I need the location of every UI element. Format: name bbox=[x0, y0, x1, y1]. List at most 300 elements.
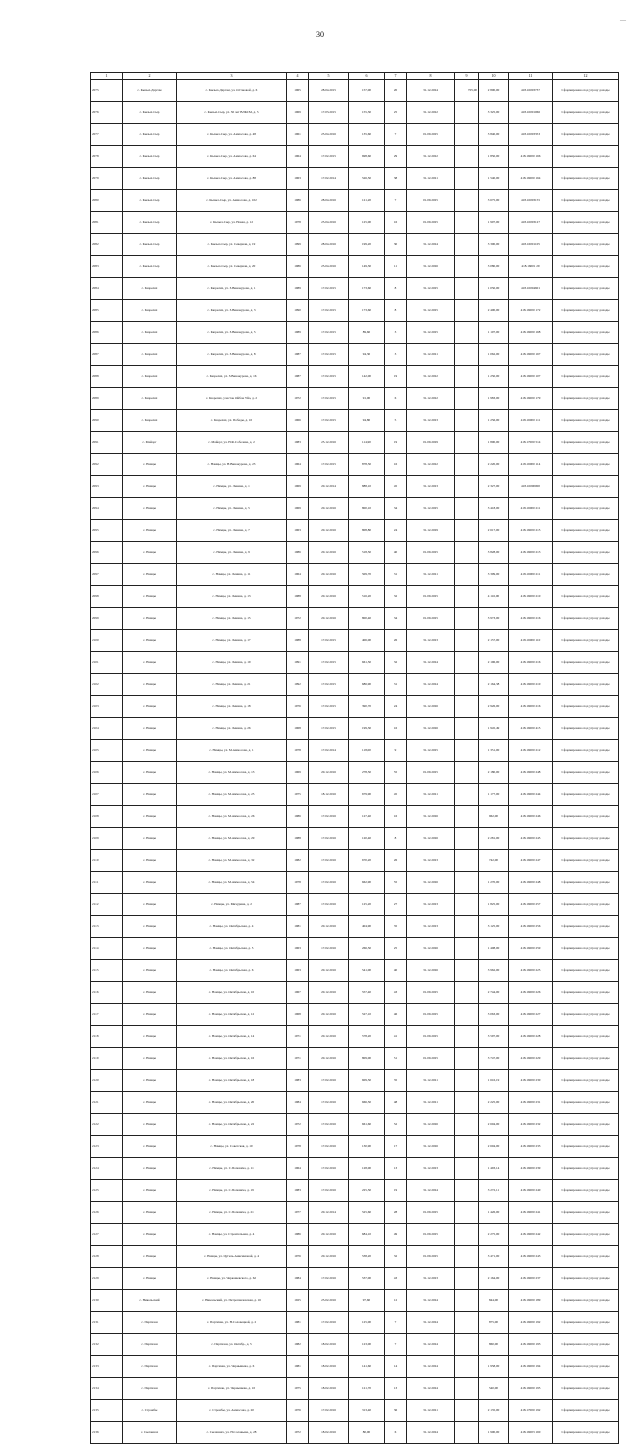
status-note-cell: Сформировано под угрозу доходы bbox=[553, 366, 619, 388]
residents-count-cell: 7 bbox=[385, 1312, 407, 1334]
plan-date-cell: 31.12.2024 bbox=[407, 1290, 455, 1312]
settlement-cell: с. Намцы bbox=[123, 564, 177, 586]
address-cell: с. Намцы, ул. Октябрьская, д. 14 bbox=[177, 1026, 287, 1048]
record-number-cell: 2092 bbox=[91, 454, 123, 476]
cadastral-code-cell: 418.16000 111 bbox=[509, 410, 553, 432]
total-area-cell: 538,20 bbox=[349, 1246, 385, 1268]
address-cell: с. Намцы, ул. Октябрьская, д. 18 bbox=[177, 1070, 287, 1092]
cost-value-cell bbox=[455, 190, 479, 212]
cost-value-cell bbox=[455, 1136, 479, 1158]
cadastral-code-cell: 418.16000 248 bbox=[509, 762, 553, 784]
total-area-cell: 121,70 bbox=[349, 1378, 385, 1400]
cost-value-cell bbox=[455, 916, 479, 938]
record-number-cell: 2127 bbox=[91, 1224, 123, 1246]
plan-date-cell: 01.09.2025 bbox=[407, 1202, 455, 1224]
plan-date-cell: 31.12.2026 bbox=[407, 960, 455, 982]
residents-count-cell: 35 bbox=[385, 1070, 407, 1092]
cost-value-cell bbox=[455, 1092, 479, 1114]
table-row bbox=[91, 740, 619, 762]
cost-per-unit-cell: 2 926,00 bbox=[479, 696, 509, 718]
plan-date-cell: 31.12.2024 bbox=[407, 1422, 455, 1444]
address-cell: с. Намцы, ул. Октябрьская, д. 20 bbox=[177, 1092, 287, 1114]
inclusion-date-cell: 17.02.2015 bbox=[309, 674, 349, 696]
cadastral-code-cell: 418.16000 216 bbox=[509, 652, 553, 674]
cadastral-code-cell: 418.16001066 bbox=[509, 102, 553, 124]
residents-count-cell: 13 bbox=[385, 1158, 407, 1180]
plan-date-cell: 31.12.2029 bbox=[407, 520, 455, 542]
plan-date-cell: 31.12.2023 bbox=[407, 850, 455, 872]
settlement-cell: с. Намцы bbox=[123, 1114, 177, 1136]
total-area-cell: 666,50 bbox=[349, 1092, 385, 1114]
cost-value-cell bbox=[455, 234, 479, 256]
cadastral-code-cell: 418.16000 259 bbox=[509, 938, 553, 960]
inclusion-date-cell: 17.02.2015 bbox=[309, 278, 349, 300]
plan-date-cell: 31.12.2024 bbox=[407, 652, 455, 674]
cost-per-unit-cell: 1 907,00 bbox=[479, 212, 509, 234]
year-built-cell: 1978 bbox=[287, 740, 309, 762]
inclusion-date-cell: 20.12.2016 bbox=[309, 498, 349, 520]
residents-count-cell: 38 bbox=[385, 168, 407, 190]
table-row bbox=[91, 1070, 619, 1092]
year-built-cell: 1968 bbox=[287, 718, 309, 740]
address-cell: с. Кюрелях, ул. З.Винокурова, д. 1 bbox=[177, 278, 287, 300]
total-area-cell: 225,50 bbox=[349, 1180, 385, 1202]
cost-per-unit-cell: 2 327,00 bbox=[479, 476, 509, 498]
inclusion-date-cell: 17.02.2015 bbox=[309, 344, 349, 366]
inclusion-date-cell: 18.02.2016 bbox=[309, 1422, 349, 1444]
residents-count-cell: 45 bbox=[385, 784, 407, 806]
cadastral-code-cell: 418.16003 160 bbox=[509, 1422, 553, 1444]
inclusion-date-cell: 18.02.2016 bbox=[309, 1334, 349, 1356]
cost-per-unit-cell: 2 196,00 bbox=[479, 652, 509, 674]
cadastral-code-cell: 418.16001 29 bbox=[509, 256, 553, 278]
table-row bbox=[91, 102, 619, 124]
settlement-cell: с. Намцы bbox=[123, 498, 177, 520]
total-area-cell: 509,70 bbox=[349, 564, 385, 586]
address-cell: с. Кызыл-Сыр, ул. Аммосова, д. 64 bbox=[177, 146, 287, 168]
total-area-cell: 526,50 bbox=[349, 168, 385, 190]
residents-count-cell: 9 bbox=[385, 740, 407, 762]
total-area-cell: 525,60 bbox=[349, 1202, 385, 1224]
total-area-cell: 123,00 bbox=[349, 1334, 385, 1356]
residents-count-cell: 25 bbox=[385, 102, 407, 124]
column-number: 10 bbox=[479, 73, 509, 80]
status-note-cell: Сформировано под угрозу доходы bbox=[553, 1070, 619, 1092]
cost-value-cell bbox=[455, 454, 479, 476]
status-note-cell: Сформировано под угрозу доходы bbox=[553, 564, 619, 586]
plan-date-cell: 01.09.2029 bbox=[407, 432, 455, 454]
record-number-cell: 2076 bbox=[91, 102, 123, 124]
status-note-cell: Сформировано под угрозу доходы bbox=[553, 1378, 619, 1400]
year-built-cell: 1964 bbox=[287, 564, 309, 586]
table-row bbox=[91, 124, 619, 146]
address-cell: с. Партизан, ул. Октябр., д. 5 bbox=[177, 1334, 287, 1356]
residents-count-cell: 28 bbox=[385, 1202, 407, 1224]
inclusion-date-cell: 17.02.2015 bbox=[309, 630, 349, 652]
record-number-cell: 2101 bbox=[91, 652, 123, 674]
inclusion-date-cell: 17.02.2015 bbox=[309, 366, 349, 388]
record-number-cell: 2124 bbox=[91, 1158, 123, 1180]
table-row bbox=[91, 256, 619, 278]
column-number: 9 bbox=[455, 73, 479, 80]
cadastral-code-cell: 418.16000 242 bbox=[509, 1224, 553, 1246]
address-cell: с. Намцы, ул. Октябрьская, д. 12 bbox=[177, 1004, 287, 1026]
inclusion-date-cell: 17.02.2014 bbox=[309, 740, 349, 762]
column-number: 11 bbox=[509, 73, 553, 80]
address-cell: с. Намцы, ул. Ленина, д. 5 bbox=[177, 498, 287, 520]
residents-count-cell: 8 bbox=[385, 828, 407, 850]
cost-per-unit-cell: 1 900,00 bbox=[479, 1422, 509, 1444]
year-built-cell: 1976 bbox=[287, 696, 309, 718]
year-built-cell: 1988 bbox=[287, 828, 309, 850]
address-cell: с. Намцы, ул. Ленина, д. 7 bbox=[177, 520, 287, 542]
status-note-cell: Сформировано под угрозу доходы bbox=[553, 344, 619, 366]
year-built-cell: 1988 bbox=[287, 630, 309, 652]
cost-per-unit-cell: 3 418,00 bbox=[479, 498, 509, 520]
status-note-cell: Сформировано под угрозу доходы bbox=[553, 1422, 619, 1444]
table-row bbox=[91, 410, 619, 432]
table-row bbox=[91, 718, 619, 740]
cost-value-cell bbox=[455, 476, 479, 498]
address-cell: с. Намцы, ул. Мичурина, д. 2 bbox=[177, 894, 287, 916]
year-built-cell: 1968 bbox=[287, 1004, 309, 1026]
cadastral-code-cell: 418.16000 233 bbox=[509, 1136, 553, 1158]
table-row bbox=[91, 982, 619, 1004]
year-built-cell: 1976 bbox=[287, 1246, 309, 1268]
status-note-cell: Сформировано под угрозу доходы bbox=[553, 322, 619, 344]
inclusion-date-cell: 25.12.2016 bbox=[309, 432, 349, 454]
inclusion-date-cell: 17.02.2015 bbox=[309, 322, 349, 344]
residents-count-cell: 40 bbox=[385, 960, 407, 982]
plan-date-cell: 01.09.2025 bbox=[407, 1048, 455, 1070]
table-row bbox=[91, 938, 619, 960]
cost-value-cell bbox=[455, 806, 479, 828]
cost-value-cell bbox=[455, 1202, 479, 1224]
table-row bbox=[91, 1048, 619, 1070]
column-number: 4 bbox=[287, 73, 309, 80]
year-built-cell: 1969 bbox=[287, 102, 309, 124]
cost-per-unit-cell: 962,00 bbox=[479, 806, 509, 828]
cadastral-code-cell: 418.16003353 bbox=[509, 124, 553, 146]
column-number: 7 bbox=[385, 73, 407, 80]
total-area-cell: 128,00 bbox=[349, 1158, 385, 1180]
cadastral-code-cell: 418.16000 239 bbox=[509, 1158, 553, 1180]
settlement-cell: с. Намцы bbox=[123, 652, 177, 674]
total-area-cell: 97,60 bbox=[349, 1290, 385, 1312]
year-built-cell: 1986 bbox=[287, 542, 309, 564]
residents-count-cell: 30 bbox=[385, 234, 407, 256]
cadastral-code-cell: 418.16000 241 bbox=[509, 1202, 553, 1224]
residents-count-cell: 11 bbox=[385, 256, 407, 278]
address-cell: с. Намцы, ул. С.Поповича, д. 21 bbox=[177, 1202, 287, 1224]
status-note-cell: Сформировано под угрозу доходы bbox=[553, 168, 619, 190]
table-row bbox=[91, 1268, 619, 1290]
address-cell: с. Кюрелях, ул. З.Винокурова, д. 5 bbox=[177, 322, 287, 344]
cost-per-unit-cell: 1 540,00 bbox=[479, 168, 509, 190]
year-built-cell: 1986 bbox=[287, 256, 309, 278]
total-area-cell: 888,10 bbox=[349, 476, 385, 498]
inclusion-date-cell: 17.02.2016 bbox=[309, 938, 349, 960]
settlement-cell: с. Кызыл-Сыр bbox=[123, 146, 177, 168]
year-built-cell: 1987 bbox=[287, 344, 309, 366]
address-cell: с. Намцы, ул. Ленина, д. 17 bbox=[177, 630, 287, 652]
cadastral-code-cell: 418.16000 164 bbox=[509, 168, 553, 190]
table-row bbox=[91, 1092, 619, 1114]
status-note-cell: Сформировано под угрозу доходы bbox=[553, 894, 619, 916]
year-built-cell: 1972 bbox=[287, 1114, 309, 1136]
address-cell: с. Кюрелях, ул. Победы, д. 10 bbox=[177, 410, 287, 432]
settlement-cell: с. Майорг bbox=[123, 432, 177, 454]
total-area-cell: 800,10 bbox=[349, 498, 385, 520]
table-row bbox=[91, 1378, 619, 1400]
status-note-cell: Сформировано под угрозу доходы bbox=[553, 388, 619, 410]
address-cell: с. Сыланнах, ул. Н.Соловьева, д. 28 bbox=[177, 1422, 287, 1444]
plan-date-cell: 31.12.2023 bbox=[407, 1268, 455, 1290]
table-row bbox=[91, 1246, 619, 1268]
cost-value-cell bbox=[455, 366, 479, 388]
table-row bbox=[91, 476, 619, 498]
inclusion-date-cell: 18.02.2016 bbox=[309, 1356, 349, 1378]
record-number-cell: 2096 bbox=[91, 542, 123, 564]
inclusion-date-cell: 20.12.2016 bbox=[309, 982, 349, 1004]
table-row bbox=[91, 146, 619, 168]
inclusion-date-cell: 17.02.2015 bbox=[309, 146, 349, 168]
plan-date-cell: 31.12.2022 bbox=[407, 454, 455, 476]
year-built-cell: 1984 bbox=[287, 1092, 309, 1114]
table-row bbox=[91, 1422, 619, 1444]
cadastral-code-cell: 418.16000 168 bbox=[509, 322, 553, 344]
settlement-cell: с. Партизан bbox=[123, 1334, 177, 1356]
table-row bbox=[91, 322, 619, 344]
address-cell: с. Намцы, ул. М.Аммосова, д. 25 bbox=[177, 784, 287, 806]
settlement-cell: с. Намцы bbox=[123, 454, 177, 476]
inclusion-date-cell: 20.12.2016 bbox=[309, 520, 349, 542]
year-built-cell: 1972 bbox=[287, 1422, 309, 1444]
plan-date-cell: 31.12.2024 bbox=[407, 1180, 455, 1202]
total-area-cell: 118,00 bbox=[349, 740, 385, 762]
register-table bbox=[90, 72, 619, 1444]
cadastral-code-cell: 418.16000 237 bbox=[509, 1268, 553, 1290]
settlement-cell: с. Намцы bbox=[123, 1268, 177, 1290]
status-note-cell: Сформировано под угрозу доходы bbox=[553, 1268, 619, 1290]
status-note-cell: Сформировано под угрозу доходы bbox=[553, 1334, 619, 1356]
cadastral-code-cell: 418.16000 212 bbox=[509, 740, 553, 762]
year-built-cell: 1992 bbox=[287, 674, 309, 696]
total-area-cell: 157,00 bbox=[349, 80, 385, 102]
plan-date-cell: 01.09.2025 bbox=[407, 608, 455, 630]
residents-count-cell: 29 bbox=[385, 146, 407, 168]
cost-value-cell bbox=[455, 498, 479, 520]
plan-date-cell: 01.09.2025 bbox=[407, 1026, 455, 1048]
plan-date-cell: 31.12.2021 bbox=[407, 1400, 455, 1422]
cost-per-unit-cell: 3 840,00 bbox=[479, 124, 509, 146]
cost-value-cell bbox=[455, 762, 479, 784]
cost-per-unit-cell: 1 945,49 bbox=[479, 718, 509, 740]
settlement-cell: с. Намцы bbox=[123, 696, 177, 718]
address-cell: с. Намцы, ул. М.Аммосова, д. 29 bbox=[177, 828, 287, 850]
cadastral-code-cell: 418.16000 216 bbox=[509, 608, 553, 630]
address-cell: с. Намцы, ул. Строительная, д. 4 bbox=[177, 1224, 287, 1246]
column-number: 1 bbox=[91, 73, 123, 80]
year-built-cell: 1977 bbox=[287, 1202, 309, 1224]
record-number-cell: 2128 bbox=[91, 1246, 123, 1268]
record-number-cell: 2084 bbox=[91, 278, 123, 300]
settlement-cell: с. Кызыл-Сыр bbox=[123, 234, 177, 256]
year-built-cell: 1969 bbox=[287, 476, 309, 498]
residents-count-cell: 16 bbox=[385, 454, 407, 476]
status-note-cell: Сформировано под угрозу доходы bbox=[553, 1290, 619, 1312]
cadastral-code-cell: 418.16000 213 bbox=[509, 542, 553, 564]
residents-count-cell: 20 bbox=[385, 80, 407, 102]
total-area-cell: 130,90 bbox=[349, 1136, 385, 1158]
inclusion-date-cell: 17.02.2016 bbox=[309, 1400, 349, 1422]
column-number-row bbox=[91, 73, 619, 80]
cost-per-unit-cell: 1 850,00 bbox=[479, 146, 509, 168]
record-number-cell: 2120 bbox=[91, 1070, 123, 1092]
year-built-cell: 1989 bbox=[287, 322, 309, 344]
residents-count-cell: 6 bbox=[385, 1422, 407, 1444]
address-cell: с. Намцы, ул. Ленина, д. 19 bbox=[177, 652, 287, 674]
plan-date-cell: 31.12.2026 bbox=[407, 1114, 455, 1136]
table-row bbox=[91, 1158, 619, 1180]
total-area-cell: 125,00 bbox=[349, 1312, 385, 1334]
total-area-cell: 390,70 bbox=[349, 696, 385, 718]
cadastral-code-cell: 418.16000 415 bbox=[509, 718, 553, 740]
cost-per-unit-cell: 742,00 bbox=[479, 850, 509, 872]
inclusion-date-cell: 20.12.2016 bbox=[309, 564, 349, 586]
residents-count-cell: 25 bbox=[385, 938, 407, 960]
cadastral-code-cell: 418.16001105 bbox=[509, 234, 553, 256]
settlement-cell: с. Партизан bbox=[123, 1378, 177, 1400]
settlement-cell: с. Кызыл-Сыр bbox=[123, 190, 177, 212]
inclusion-date-cell: 20.12.2016 bbox=[309, 1004, 349, 1026]
residents-count-cell: 19 bbox=[385, 432, 407, 454]
record-number-cell: 2102 bbox=[91, 674, 123, 696]
plan-date-cell: 31.12.2025 bbox=[407, 498, 455, 520]
plan-date-cell: 31.12.2021 bbox=[407, 564, 455, 586]
total-area-cell: 125,00 bbox=[349, 212, 385, 234]
cost-per-unit-cell: 2 164,38 bbox=[479, 674, 509, 696]
cadastral-code-cell: 418.16000 256 bbox=[509, 916, 553, 938]
cost-value-cell bbox=[455, 1290, 479, 1312]
residents-count-cell: 7 bbox=[385, 190, 407, 212]
cost-per-unit-cell: 3 125,00 bbox=[479, 916, 509, 938]
year-built-cell: 1978 bbox=[287, 212, 309, 234]
plan-date-cell: 31.12.2022 bbox=[407, 146, 455, 168]
settlement-cell: с. Строибы bbox=[123, 1400, 177, 1422]
status-note-cell: Сформировано под угрозу доходы bbox=[553, 432, 619, 454]
record-number-cell: 2131 bbox=[91, 1312, 123, 1334]
table-row bbox=[91, 960, 619, 982]
address-cell: с. Кюрелях, ул. З.Винокурова, д. 16 bbox=[177, 366, 287, 388]
table-row bbox=[91, 1290, 619, 1312]
settlement-cell: с. Намцы bbox=[123, 960, 177, 982]
cadastral-code-cell: 418.16000 228 bbox=[509, 1026, 553, 1048]
column-number: 6 bbox=[349, 73, 385, 80]
record-number-cell: 2105 bbox=[91, 740, 123, 762]
settlement-cell: с. Кызыл-Даргам bbox=[123, 80, 177, 102]
inclusion-date-cell: 17.02.2016 bbox=[309, 1092, 349, 1114]
record-number-cell: 2108 bbox=[91, 806, 123, 828]
record-number-cell: 2083 bbox=[91, 256, 123, 278]
table-row bbox=[91, 432, 619, 454]
settlement-cell: с. Намцы bbox=[123, 718, 177, 740]
total-area-cell: 686,90 bbox=[349, 674, 385, 696]
address-cell: с. Намцы, ул. С.Поповича, д. 11 bbox=[177, 1158, 287, 1180]
settlement-cell: с. Намцы bbox=[123, 586, 177, 608]
cadastral-code-cell: 418.16000 230 bbox=[509, 1070, 553, 1092]
address-cell: с. Кызыл-Сыр, ул. Новая, д. 12 bbox=[177, 212, 287, 234]
inclusion-date-cell: 17.02.2016 bbox=[309, 1268, 349, 1290]
status-note-cell: Сформировано под угрозу доходы bbox=[553, 278, 619, 300]
record-number-cell: 2115 bbox=[91, 960, 123, 982]
table-row bbox=[91, 498, 619, 520]
year-built-cell: 1978 bbox=[287, 872, 309, 894]
total-area-cell: 266,50 bbox=[349, 938, 385, 960]
year-built-cell: 1981 bbox=[287, 1356, 309, 1378]
residents-count-cell: 16 bbox=[385, 212, 407, 234]
cost-per-unit-cell: 1 250,00 bbox=[479, 366, 509, 388]
table-row bbox=[91, 168, 619, 190]
residents-count-cell: 24 bbox=[385, 520, 407, 542]
residents-count-cell: 45 bbox=[385, 476, 407, 498]
year-built-cell: 1972 bbox=[287, 388, 309, 410]
cost-per-unit-cell: 2 281,00 bbox=[479, 828, 509, 850]
settlement-cell: с. Намцы bbox=[123, 850, 177, 872]
year-built-cell: 1982 bbox=[287, 850, 309, 872]
record-number-cell: 2098 bbox=[91, 586, 123, 608]
cadastral-code-cell: 418.17000 192 bbox=[509, 1400, 553, 1422]
table-row bbox=[91, 366, 619, 388]
address-cell: с. Намцы, ул. Ленина, д. 11 bbox=[177, 564, 287, 586]
inclusion-date-cell: 17.02.2016 bbox=[309, 1070, 349, 1092]
cost-per-unit-cell: 844,00 bbox=[479, 1290, 509, 1312]
year-built-cell: 1969 bbox=[287, 762, 309, 784]
year-built-cell: 1963 bbox=[287, 520, 309, 542]
plan-date-cell: 31.12.2021 bbox=[407, 168, 455, 190]
cost-per-unit-cell: 860,00 bbox=[479, 1334, 509, 1356]
inclusion-date-cell: 17.02.2016 bbox=[309, 1114, 349, 1136]
residents-count-cell: 43 bbox=[385, 1268, 407, 1290]
table-row bbox=[91, 916, 619, 938]
inclusion-date-cell: 17.02.2015 bbox=[309, 410, 349, 432]
residents-count-cell: 27 bbox=[385, 894, 407, 916]
status-note-cell: Сформировано под угрозу доходы bbox=[553, 256, 619, 278]
residents-count-cell: 43 bbox=[385, 982, 407, 1004]
residents-count-cell: 13 bbox=[385, 1378, 407, 1400]
cadastral-code-cell: 418.16000 179 bbox=[509, 388, 553, 410]
year-built-cell: 1983 bbox=[287, 432, 309, 454]
cadastral-code-cell: 418.16004601 bbox=[509, 278, 553, 300]
settlement-cell: с. Намцы bbox=[123, 982, 177, 1004]
total-area-cell: 800,40 bbox=[349, 608, 385, 630]
plan-date-cell: 01.09.2025 bbox=[407, 212, 455, 234]
status-note-cell: Сформировано под угрозу доходы bbox=[553, 806, 619, 828]
inclusion-date-cell: 17.02.2015 bbox=[309, 388, 349, 410]
cost-per-unit-cell: 1 351,00 bbox=[479, 740, 509, 762]
plan-date-cell: 31.12.2023 bbox=[407, 410, 455, 432]
settlement-cell: с. Намцы bbox=[123, 1092, 177, 1114]
cost-per-unit-cell: 2 164,00 bbox=[479, 1268, 509, 1290]
inclusion-date-cell: 17.02.2016 bbox=[309, 806, 349, 828]
column-number: 8 bbox=[407, 73, 455, 80]
settlement-cell: с. Кюрелях bbox=[123, 300, 177, 322]
table-row bbox=[91, 674, 619, 696]
cost-per-unit-cell: 1 256,00 bbox=[479, 410, 509, 432]
cadastral-code-cell: 418.16003737 bbox=[509, 80, 553, 102]
cost-value-cell bbox=[455, 1422, 479, 1444]
record-number-cell: 2109 bbox=[91, 828, 123, 850]
